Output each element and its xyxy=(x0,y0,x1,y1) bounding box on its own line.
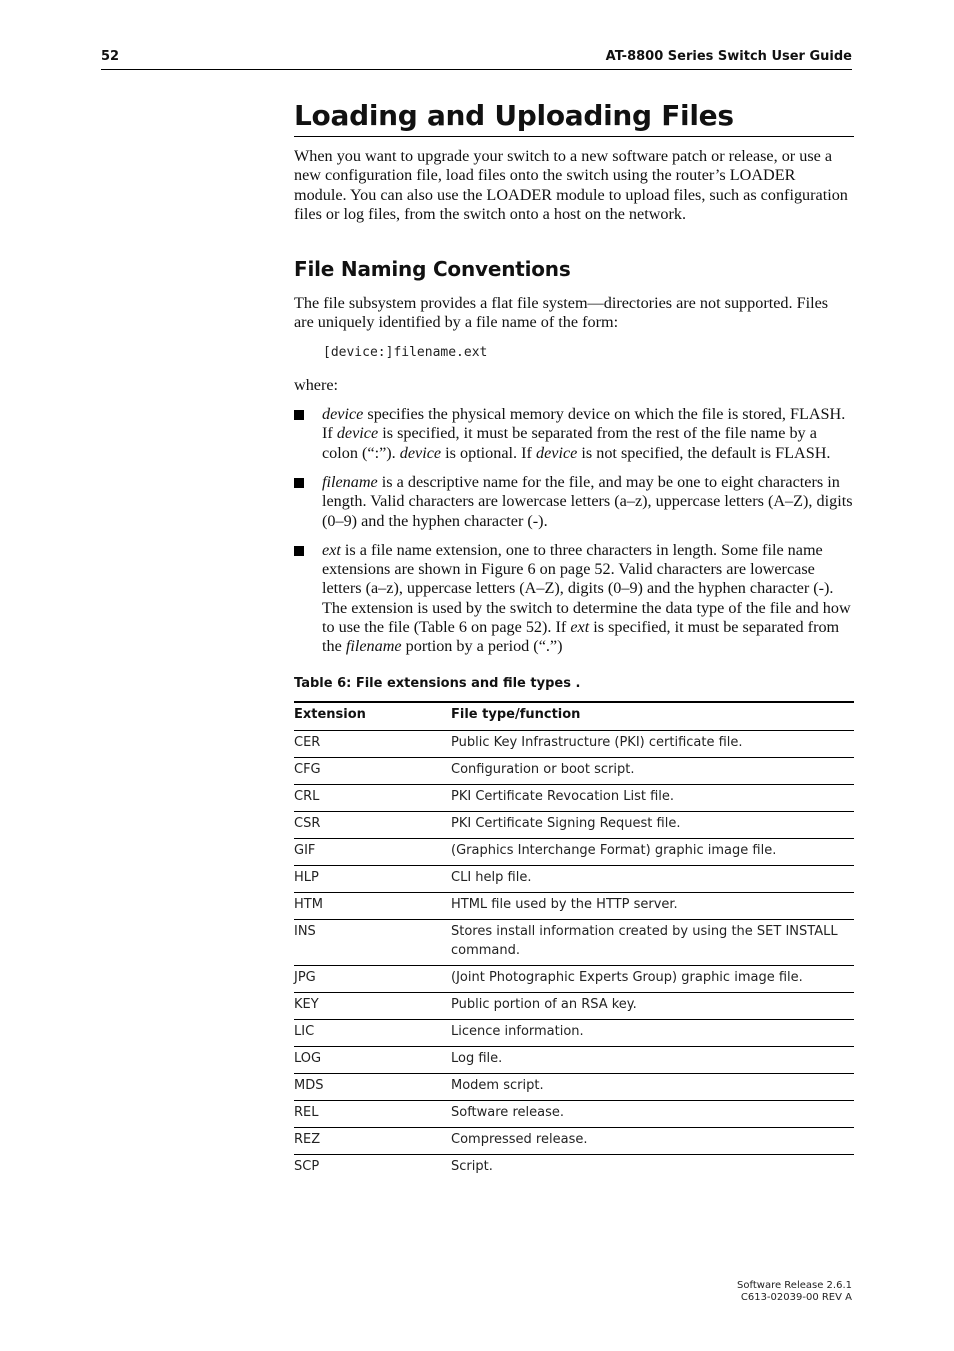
extension-cell: INS xyxy=(294,919,451,965)
subsection-title: File Naming Conventions xyxy=(294,257,571,282)
file-type-cell: CLI help file. xyxy=(451,865,854,892)
table-row xyxy=(294,838,854,865)
file-type-cell: Script. xyxy=(451,1158,493,1174)
file-type-cell: Stores install information created by using the SET INSTALL command. xyxy=(451,919,854,965)
page-number: 52 xyxy=(101,49,120,64)
extension-cell: CSR xyxy=(294,811,451,838)
file-type-cell: PKI Certificate Signing Request file. xyxy=(451,811,854,838)
table-row xyxy=(294,811,854,838)
extension-cell: MDS xyxy=(294,1073,451,1100)
page-content xyxy=(294,97,854,1181)
list-item xyxy=(294,405,854,463)
bullet-square-icon xyxy=(294,546,304,556)
table-caption: Table 6: File extensions and file types . xyxy=(294,675,581,691)
list-item xyxy=(294,473,854,531)
bullet-device-text: device specifies the physical memory device on which the file is stored, FLASH. If device is specified, it must be separated from the rest of the file name by a colon (“:”). device is optional. If device is not specified, the default is FLASH. xyxy=(322,405,846,462)
file-type-cell: PKI Certificate Revocation List file. xyxy=(451,784,854,811)
table-row xyxy=(294,1046,854,1073)
section-title: Loading and Uploading Files xyxy=(294,97,854,137)
table-row xyxy=(294,1073,854,1100)
file-extensions-table xyxy=(294,701,854,1181)
bullet-filename-text: filename is a descriptive name for the file, and may be one to eight characters in length. Valid characters are lowercase letters (a–z), uppercase letters (A–Z), digits (0–9) and the hyphen character (-). xyxy=(322,472,853,530)
table-row xyxy=(294,992,854,1019)
table-row xyxy=(294,1100,854,1127)
file-type-cell: (Graphics Interchange Format) graphic image file. xyxy=(451,838,854,865)
file-type-cell: HTML file used by the HTTP server. xyxy=(451,892,854,919)
table-row xyxy=(294,919,854,965)
file-type-cell: Log file. xyxy=(451,1046,854,1073)
extension-cell: CFG xyxy=(294,757,451,784)
file-type-cell: Software release. xyxy=(451,1100,854,1127)
page-header xyxy=(101,47,852,70)
extension-cell: LIC xyxy=(294,1019,451,1046)
extension-cell: CRL xyxy=(294,784,451,811)
extension-cell: JPG xyxy=(294,965,451,992)
table-row xyxy=(294,784,854,811)
extension-cell: HLP xyxy=(294,865,451,892)
intro-paragraph: When you want to upgrade your switch to a new software patch or release, or use a new configuration file, load files onto the switch using the router’s LOADER module. You can also use the LOADER module to upload files, such as configuration files or log files, from the switch onto a host on the network. xyxy=(294,147,848,223)
extension-cell: REL xyxy=(294,1100,451,1127)
file-type-cell: Configuration or boot script. xyxy=(451,757,854,784)
book-title: AT-8800 Series Switch User Guide xyxy=(605,49,852,64)
table-row xyxy=(294,1127,854,1154)
table-row xyxy=(294,965,854,992)
extension-cell: REZ xyxy=(294,1127,451,1154)
table-row xyxy=(294,757,854,784)
page-footer xyxy=(737,1280,852,1304)
extension-cell: KEY xyxy=(294,992,451,1019)
table-row xyxy=(294,892,854,919)
table-row xyxy=(294,730,854,757)
file-type-cell: Compressed release. xyxy=(451,1127,854,1154)
list-item xyxy=(294,541,854,657)
extension-cell: CER xyxy=(294,730,451,757)
table-row xyxy=(294,1019,854,1046)
extension-cell: LOG xyxy=(294,1046,451,1073)
file-type-cell: Public Key Infrastructure (PKI) certificate file. xyxy=(451,730,854,757)
table-row xyxy=(294,1154,854,1181)
bullet-ext-text: ext is a file name extension, one to three characters in length. Some file name extensions are shown in Figure 6 on page 52. Valid characters are lowercase letters (a–z), uppercase letters (A–Z), digits (0–9) and the hyphen character (-). The extension is used by the switch to determine the data type of the file and how to use the file (Table 6 on page 52). If ext is specified, it must be separated from the filename portion by a period (“.”) xyxy=(322,540,851,656)
where-label: where: xyxy=(294,375,339,394)
bullet-square-icon xyxy=(294,478,304,488)
column-header-extension: Extension xyxy=(294,702,451,731)
column-header-file-type: File type/function xyxy=(451,702,854,731)
file-type-cell: Licence information. xyxy=(451,1019,854,1046)
table-header-row xyxy=(294,702,854,731)
extension-cell: SCP xyxy=(294,1158,320,1174)
file-type-cell: (Joint Photographic Experts Group) graphic image file. xyxy=(451,965,854,992)
extension-cell: GIF xyxy=(294,838,451,865)
file-type-cell: Public portion of an RSA key. xyxy=(451,992,854,1019)
naming-paragraph: The file subsystem provides a flat file system—directories are not supported. Files are uniquely identified by a file name of the form: xyxy=(294,294,829,332)
bullet-square-icon xyxy=(294,410,304,420)
bullet-list xyxy=(294,405,854,657)
filename-syntax: [device:]filename.ext xyxy=(323,344,488,360)
extension-cell: HTM xyxy=(294,892,451,919)
software-release: Software Release 2.6.1 xyxy=(737,1280,852,1291)
document-revision: C613-02039-00 REV A xyxy=(740,1292,852,1303)
table-row xyxy=(294,865,854,892)
file-type-cell: Modem script. xyxy=(451,1073,854,1100)
